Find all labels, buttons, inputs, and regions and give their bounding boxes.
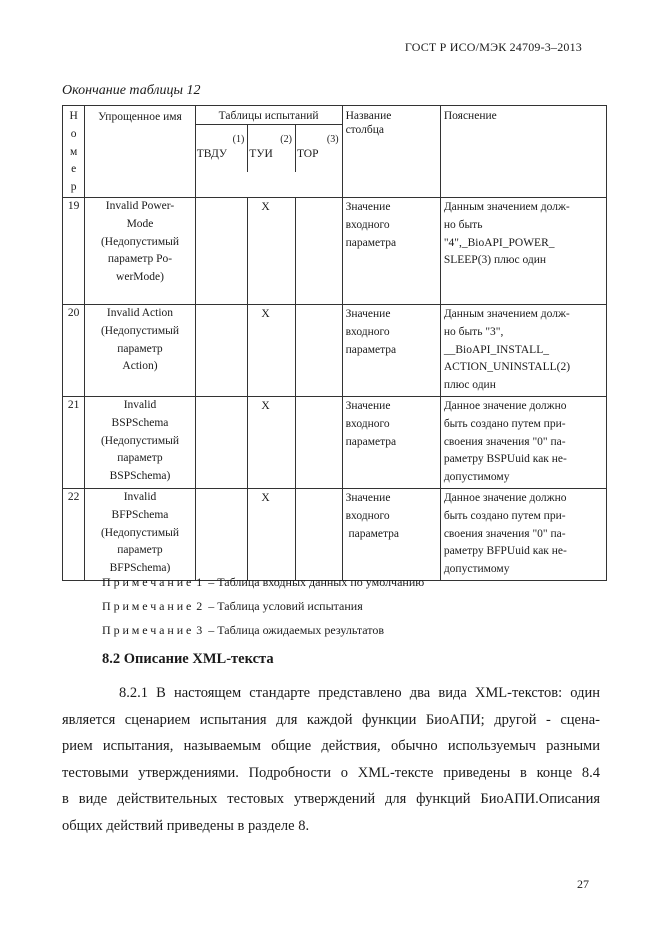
cell-line: __BioAPI_INSTALL_	[443, 343, 549, 356]
cell-line: "4",_BioAPI_POWER_	[443, 236, 555, 249]
cell-line: параметр	[117, 452, 163, 465]
row-explanation	[440, 488, 606, 580]
cell-line: Action)	[122, 360, 158, 373]
header-column-name-line: Название	[345, 110, 392, 122]
row-tor	[295, 197, 342, 304]
row-tor	[295, 396, 342, 488]
cell-line: Значение	[345, 399, 391, 412]
note-number: 1	[196, 575, 203, 589]
row-column-name	[342, 488, 440, 580]
row-number: 20	[63, 304, 85, 396]
note-number: 2	[196, 599, 203, 613]
section-paragraph	[62, 680, 600, 839]
cell-line: параметр	[117, 544, 163, 557]
subheader-tui-label: ТУИ	[249, 148, 273, 160]
cell-line: Данное значение должно	[443, 491, 567, 504]
cell-line: плюс один	[443, 379, 496, 392]
cell-line: быть создано путем при-	[443, 417, 566, 430]
cell-line: параметр	[117, 342, 163, 355]
cell-line: своения значения "0" па-	[443, 527, 566, 540]
subheader-tui	[248, 125, 296, 172]
header-number	[63, 106, 85, 198]
note-label: Примечание	[102, 575, 195, 589]
cell-line: но быть "3",	[443, 325, 504, 338]
row-tui: X	[248, 396, 296, 488]
row-number: 21	[63, 396, 85, 488]
cell-line: входного	[345, 325, 390, 338]
header-number-letter: Н	[69, 110, 78, 122]
cell-line: (Недопустимый	[100, 434, 179, 447]
row-explanation	[440, 197, 606, 304]
row-tui: X	[248, 488, 296, 580]
cell-line: SLEEP(3) плюс один	[443, 254, 547, 267]
cell-line: но быть	[443, 218, 483, 231]
cell-line: BSPSchema)	[109, 470, 171, 483]
page-number: 27	[577, 877, 589, 891]
row-tor	[295, 488, 342, 580]
subheader-tui-sup: (2)	[280, 134, 292, 145]
table-row	[63, 304, 607, 396]
subheader-tvdu-label: ТВДУ	[196, 148, 228, 160]
subheader-tvdu	[196, 125, 249, 172]
note-line	[102, 599, 363, 614]
cell-line: своения значения "0" па-	[443, 435, 566, 448]
cell-line: Mode	[126, 217, 154, 230]
row-tui: X	[248, 304, 296, 396]
note-label: Примечание	[102, 599, 195, 613]
subheader-tor-label: ТОР	[296, 148, 319, 160]
subheader-tor-sup: (3)	[326, 134, 339, 145]
cell-line: ACTION_UNINSTALL(2)	[443, 361, 571, 374]
cell-line: BFPSchema	[111, 508, 169, 521]
cell-line: параметра	[345, 343, 397, 356]
cell-line: werMode)	[116, 271, 164, 284]
cell-line: (Недопустимый	[100, 324, 179, 337]
cell-line: параметра	[345, 236, 397, 249]
cell-line: параметр Po-	[107, 253, 173, 266]
row-tvdu	[195, 488, 248, 580]
cell-line: (Недопустимый	[100, 526, 179, 539]
cell-line: быть создано путем при-	[443, 509, 566, 522]
cell-line: раметру BFPUuid как не-	[443, 545, 567, 558]
note-text: – Таблица входных данных по умолчанию	[208, 575, 425, 589]
cell-line: параметра	[345, 527, 399, 540]
row-number: 19	[63, 197, 85, 304]
row-simplified-name	[85, 304, 195, 396]
header-number-letter: о	[70, 127, 77, 140]
row-tor	[295, 304, 342, 396]
row-column-name	[342, 304, 440, 396]
header-test-tables	[195, 106, 342, 198]
header-column-name-line: столбца	[345, 124, 385, 136]
document-header: ГОСТ Р ИСО/МЭК 24709-3–2013	[404, 40, 582, 54]
row-tvdu	[195, 396, 248, 488]
header-number-letter: е	[71, 163, 77, 176]
cell-line: раметру BSPUuid как не-	[443, 453, 567, 466]
row-simplified-name	[85, 197, 195, 304]
table-row	[63, 396, 607, 488]
table-row	[63, 488, 607, 580]
row-simplified-name	[85, 488, 195, 580]
table-header-row	[63, 106, 607, 198]
paragraph-line: общих действий приведены в разделе 8.	[62, 817, 310, 834]
row-tvdu	[195, 197, 248, 304]
cell-line: Invalid	[123, 490, 157, 503]
cell-line: BSPSchema	[111, 416, 169, 429]
table-body	[63, 106, 607, 581]
header-test-tables-label: Таблицы испытаний	[218, 110, 319, 122]
cell-line: BFPSchema)	[109, 562, 171, 575]
note-line	[102, 623, 384, 638]
paragraph-line: тестовыми утверждениями. Подробности о XML-тексте приведены в конце 8.4	[62, 764, 600, 781]
cell-line: входного	[345, 509, 390, 522]
row-tui: X	[248, 197, 296, 304]
cell-line: Данным значением долж-	[443, 307, 570, 320]
row-column-name	[342, 396, 440, 488]
cell-line: допустимому	[443, 471, 510, 484]
note-text: – Таблица условий испытания	[208, 599, 363, 613]
header-number-letter: р	[70, 181, 77, 194]
test-table	[62, 105, 607, 581]
paragraph-line: 8.2.1 В настоящем стандарте представлено два вида XML-текстов: один	[62, 685, 600, 701]
cell-line: Данное значение должно	[443, 399, 567, 412]
cell-line: Значение	[345, 307, 391, 320]
header-explanation: Пояснение	[440, 106, 606, 198]
note-text: – Таблица ожидаемых результатов	[208, 623, 384, 637]
cell-line: (Недопустимый	[100, 235, 179, 248]
row-column-name	[342, 197, 440, 304]
note-label: Примечание	[102, 623, 195, 637]
cell-line: входного	[345, 218, 390, 231]
cell-line: параметра	[345, 435, 397, 448]
cell-line: Значение	[345, 200, 391, 213]
cell-line: допустимому	[443, 563, 510, 576]
cell-line: Invalid Power-	[105, 199, 175, 212]
header-simplified-name: Упрощенное имя	[85, 106, 195, 198]
note-number: 3	[196, 623, 203, 637]
cell-line: Данным значением долж-	[443, 200, 570, 213]
section-title: 8.2 Описание XML-текста	[102, 651, 274, 667]
paragraph-line: рием испытания, называемым общие действия, обычно используемыч разными	[62, 738, 600, 754]
subheader-tvdu-sup: (1)	[232, 134, 245, 145]
row-tvdu	[195, 304, 248, 396]
paragraph-line: является сценарием испытания для каждой функции БиоАПИ; другой - сцена-	[62, 711, 600, 728]
note-line	[102, 575, 424, 590]
paragraph-line: в виде действительных тестовых утверждений для функций БиоАПИ.Описания	[62, 791, 600, 807]
cell-line: входного	[345, 417, 390, 430]
subheader-tor	[296, 125, 342, 172]
header-column-name	[342, 106, 440, 198]
header-number-letter: м	[70, 145, 78, 158]
row-number: 22	[63, 488, 85, 580]
header-subcolumns	[196, 124, 342, 172]
row-explanation	[440, 304, 606, 396]
row-simplified-name	[85, 396, 195, 488]
table-caption: Окончание таблицы 12	[62, 83, 201, 98]
cell-line: Значение	[345, 491, 391, 504]
row-explanation	[440, 396, 606, 488]
cell-line: Invalid Action	[106, 306, 174, 319]
cell-line: Invalid	[123, 398, 157, 411]
table-row	[63, 197, 607, 304]
